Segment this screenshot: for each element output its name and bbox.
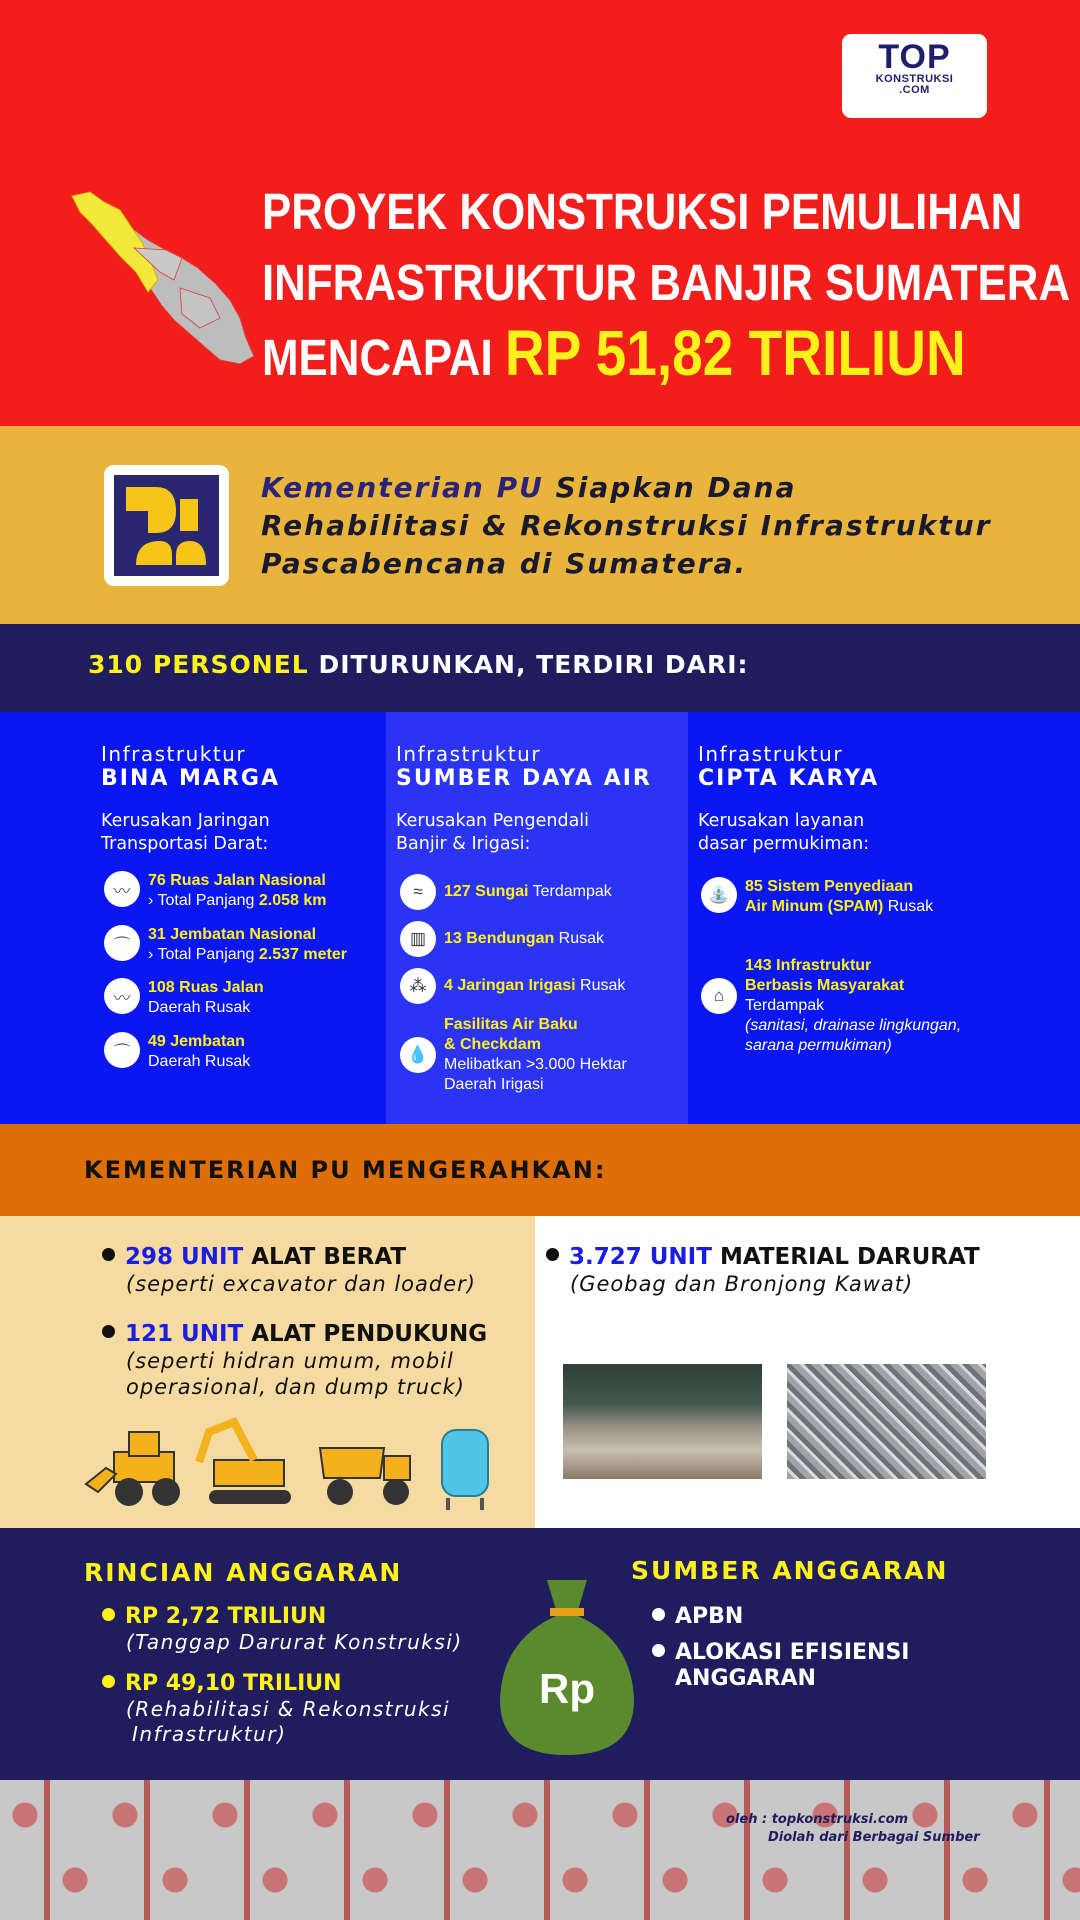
bullet-dot [546, 1248, 559, 1261]
column-desc-1: Kerusakan Pengendali [396, 811, 590, 831]
dam-icon: ▥ [400, 921, 436, 957]
list-item [652, 1640, 909, 1692]
personnel-count: 310 PERSONEL [88, 650, 309, 679]
water-tap-icon: ⛲ [701, 877, 737, 913]
list-item [400, 874, 612, 910]
column-desc-2: Transportasi Darat: [101, 834, 269, 854]
list-item [104, 871, 327, 911]
list-item [102, 1671, 450, 1747]
item-title-rest: Ruas Jalan [174, 979, 264, 996]
bullet-dot [102, 1608, 115, 1621]
item-value: 2.537 meter [258, 946, 347, 963]
bullet-dot [102, 1325, 115, 1338]
column-subtitle: Infrastruktur [101, 742, 247, 766]
money-bag-icon [492, 1570, 642, 1760]
irrigation-icon: ⁂ [400, 968, 436, 1004]
title-prefix: MENCAPAI [262, 329, 505, 386]
list-item [102, 1320, 487, 1400]
column-cipta-karya [698, 742, 879, 856]
house-icon: ⌂ [701, 978, 737, 1014]
column-heading: SUMBER DAYA AIR [396, 766, 652, 791]
brand-logo[interactable] [842, 34, 987, 118]
item-detail-2: Daerah Irigasi [444, 1076, 544, 1093]
column-heading: CIPTA KARYA [698, 766, 880, 791]
credit-source: Diolah dari Berbagai Sumber [768, 1830, 980, 1845]
loader-icon [86, 1432, 180, 1506]
column-subtitle: Infrastruktur [396, 742, 542, 766]
bridge-icon: ⌒ [104, 1032, 140, 1068]
title-line-1: PROYEK KONSTRUKSI PEMULIHAN [262, 183, 1023, 240]
source-name: APBN [675, 1604, 744, 1629]
list-item [701, 956, 961, 1056]
item-detail: Terdampak [745, 997, 825, 1014]
title-line-2: INFRASTRUKTUR BANJIR SUMATERA [262, 254, 1071, 311]
item-detail: Daerah Rusak [148, 1053, 251, 1070]
budget-amount: RP 49,10 TRILIUN [125, 1671, 342, 1696]
item-title: 49 Jembatan [148, 1033, 245, 1050]
road-icon: 〰 [104, 978, 140, 1014]
page-title [262, 176, 1071, 393]
logo-domain: .COM [899, 84, 930, 96]
column-desc-2: Banjir & Irigasi: [396, 834, 531, 854]
item-detail: Rusak [883, 898, 934, 915]
bridge-icon: ⌒ [104, 925, 140, 961]
item-count: 298 UNIT [125, 1244, 244, 1270]
geobag-photo [563, 1364, 762, 1479]
item-title-2: & Checkdam [444, 1036, 541, 1053]
column-sumber-daya-air [396, 742, 652, 856]
ministry-line-3: Pascabencana di Sumatera. [261, 547, 748, 580]
column-desc-2: dasar permukiman: [698, 834, 870, 854]
list-item [546, 1243, 980, 1297]
item-label: ALAT PENDUKUNG [243, 1321, 488, 1347]
item-label: ALAT BERAT [243, 1244, 407, 1270]
item-detail: Rusak [575, 977, 626, 994]
list-item [104, 978, 264, 1018]
item-count: 121 UNIT [125, 1321, 244, 1347]
source-name-2: ANGGARAN [675, 1666, 816, 1691]
ministry-name: Kementerian PU [261, 471, 544, 504]
column-desc-1: Kerusakan layanan [698, 811, 865, 831]
list-item [104, 1032, 250, 1072]
water-tank-icon [442, 1430, 488, 1510]
item-detail: › Total Panjang [148, 946, 259, 963]
credit-author: oleh : topkonstruksi.com [726, 1812, 909, 1827]
list-item [400, 968, 625, 1004]
list-item [102, 1604, 463, 1655]
budget-note: (Tanggap Darurat Konstruksi) [126, 1630, 463, 1654]
item-detail: Daerah Rusak [148, 999, 251, 1016]
ministry-statement [261, 469, 1041, 583]
item-note: (Geobag dan Bronjong Kawat) [570, 1272, 914, 1296]
personnel-heading [88, 650, 749, 679]
bullet-dot [102, 1248, 115, 1261]
item-note: (seperti hidran umum, mobil [126, 1349, 454, 1373]
bullet-dot [652, 1608, 665, 1621]
column-bina-marga [101, 742, 280, 856]
item-title: 76 Ruas Jalan Nasional [148, 872, 326, 889]
item-title: 31 Jembatan Nasional [148, 926, 317, 943]
bullet-dot [102, 1675, 115, 1688]
budget-source-heading: SUMBER ANGGARAN [631, 1556, 949, 1585]
ministry-line-2: Rehabilitasi & Rekonstruksi Infrastruktur [261, 509, 992, 542]
column-desc-1: Kerusakan Jaringan [101, 811, 270, 831]
item-title-2: Berbasis Masyarakat [745, 977, 905, 994]
item-detail: Rusak [554, 930, 605, 947]
budget-note: (Rehabilitasi & Rekonstruksi [126, 1697, 451, 1721]
pu-emblem-icon [114, 475, 219, 576]
budget-amount: RP 2,72 TRILIUN [125, 1604, 327, 1629]
road-icon: 〰 [104, 871, 140, 907]
list-item [104, 925, 347, 965]
personnel-rest: DITURUNKAN, TERDIRI DARI: [308, 650, 749, 679]
deploy-heading: KEMENTERIAN PU MENGERAHKAN: [84, 1156, 607, 1184]
column-heading: BINA MARGA [101, 766, 280, 791]
money-bag-label: Rp [539, 1665, 595, 1712]
list-item [102, 1243, 476, 1297]
list-item [400, 921, 604, 957]
budget-note-2: Infrastruktur) [132, 1722, 287, 1746]
item-note: (seperti excavator dan loader) [126, 1272, 476, 1296]
budget-detail-heading: RINCIAN ANGGARAN [84, 1558, 403, 1587]
bullet-dot [652, 1644, 665, 1657]
list-item [701, 877, 933, 917]
item-title: 108 [148, 979, 175, 996]
item-note-2: operasional, dan dump truck) [126, 1375, 465, 1399]
list-item [652, 1604, 743, 1630]
sumatra-map-icon [70, 188, 260, 368]
item-title: 127 Sungai [444, 883, 529, 900]
column-subtitle: Infrastruktur [698, 742, 844, 766]
source-name: ALOKASI EFISIENSI [675, 1640, 910, 1665]
ministry-line-1: Siapkan Dana [543, 471, 797, 504]
title-amount: RP 51,82 TRILIUN [504, 317, 966, 389]
item-title: 13 Bendungan [444, 930, 555, 947]
item-note: (sanitasi, drainase lingkungan, [745, 1017, 962, 1034]
water-drop-icon: 💧 [400, 1037, 436, 1073]
river-icon: ≈ [400, 874, 436, 910]
excavator-icon [199, 1422, 291, 1504]
pu-ministry-logo [104, 465, 229, 586]
title-line-3 [262, 317, 966, 393]
item-detail: Terdampak [528, 883, 612, 900]
infrastructure-columns [0, 712, 1080, 1124]
heavy-equipment-illustration [84, 1412, 514, 1512]
item-title: 85 Sistem Penyediaan [745, 878, 914, 895]
footer-pattern [0, 1780, 1080, 1920]
item-title-2: Air Minum (SPAM) [745, 898, 884, 915]
gabion-photo [787, 1364, 986, 1479]
item-title: Fasilitas Air Baku [444, 1016, 578, 1033]
item-detail: › Total Panjang [148, 892, 259, 909]
item-note-2: sarana permukiman) [745, 1037, 892, 1054]
logo-wordmark: TOP [878, 38, 951, 76]
item-count: 3.727 UNIT [569, 1244, 712, 1270]
item-title: 143 Infrastruktur [745, 957, 872, 974]
list-item [400, 1015, 627, 1095]
item-title: 4 Jaringan Irigasi [444, 977, 576, 994]
item-value: 2.058 km [258, 892, 327, 909]
item-detail: Melibatkan >3.000 Hektar [444, 1056, 627, 1073]
dump-truck-icon [320, 1448, 410, 1505]
item-label: MATERIAL DARURAT [711, 1244, 980, 1270]
logo-subtitle: KONSTRUKSI [875, 73, 954, 85]
